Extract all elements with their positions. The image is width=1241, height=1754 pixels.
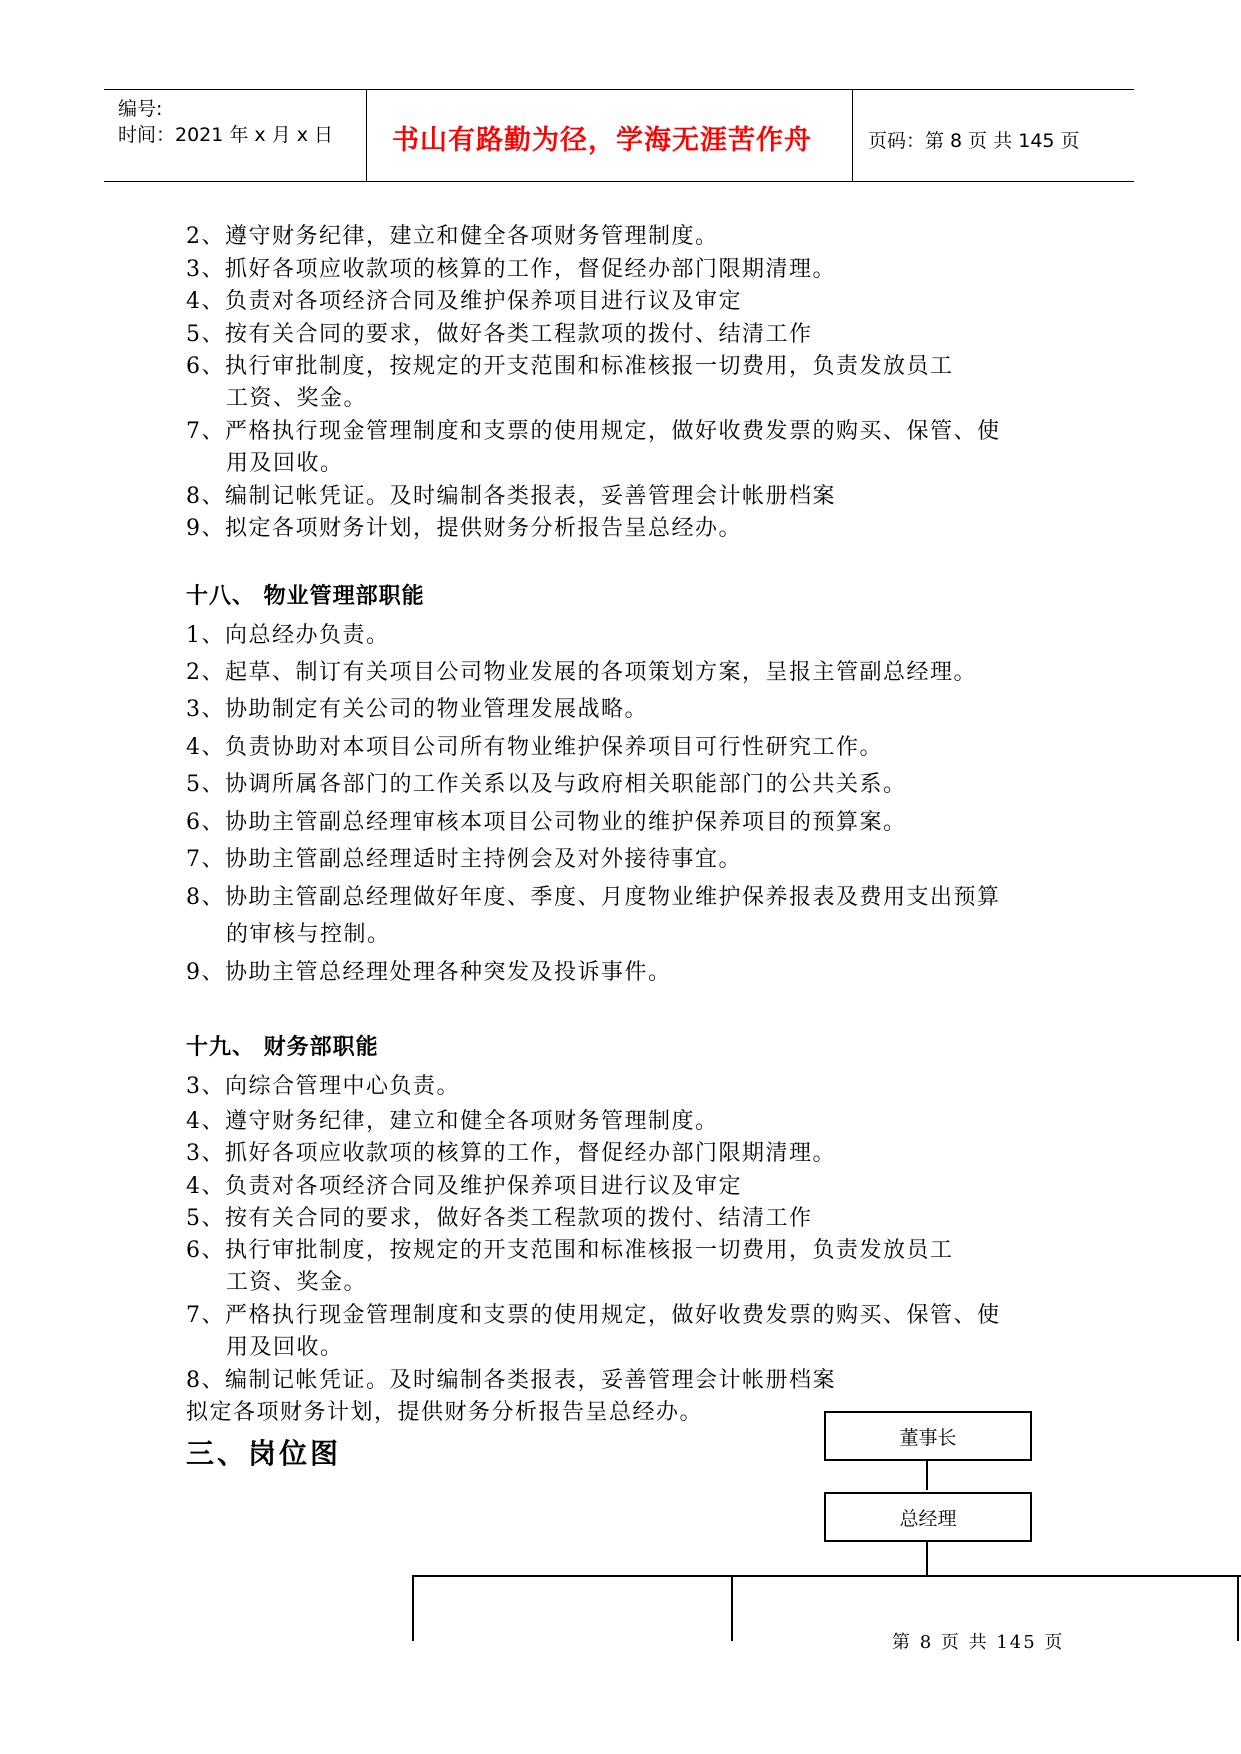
list-item: 5、协调所属各部门的工作关系以及与政府相关职能部门的公共关系。 — [186, 772, 907, 797]
list-item-continuation: 用及回收。 — [226, 1335, 344, 1360]
list-item: 3、协助制定有关公司的物业管理发展战略。 — [186, 697, 648, 722]
list-item: 8、编制记帐凭证。及时编制各类报表，妥善管理会计帐册档案 — [186, 484, 836, 509]
list-item: 8、编制记帐凭证。及时编制各类报表，妥善管理会计帐册档案 — [186, 1368, 836, 1393]
list-item: 4、负责对各项经济合同及维护保养项目进行议及审定 — [186, 1174, 742, 1199]
org-branch-drop — [731, 1575, 733, 1641]
header-bottom-rule — [104, 181, 1134, 182]
list-item: 6、执行审批制度，按规定的开支范围和标准核报一切费用，负责发放员工 — [186, 1238, 954, 1263]
list-item-continuation: 工资、奖金。 — [226, 1270, 368, 1295]
list-item: 9、拟定各项财务计划，提供财务分析报告呈总经办。 — [186, 516, 742, 541]
list-item: 4、负责协助对本项目公司所有物业维护保养项目可行性研究工作。 — [186, 735, 883, 760]
org-branch-drop — [1237, 1575, 1239, 1641]
header-divider-right — [852, 89, 853, 182]
header-top-rule — [104, 89, 1134, 90]
org-box-chairman-label: 董事长 — [899, 1426, 957, 1449]
org-box-general-manager — [824, 1492, 1032, 1542]
list-item: 6、执行审批制度，按规定的开支范围和标准核报一切费用，负责发放员工 — [186, 354, 954, 379]
list-item: 9、协助主管总经理处理各种突发及投诉事件。 — [186, 960, 672, 985]
list-item: 8、协助主管副总经理做好年度、季度、月度物业维护保养报表及费用支出预算 — [186, 885, 1001, 910]
org-branch-line — [412, 1575, 1241, 1577]
list-item: 3、抓好各项应收款项的核算的工作，督促经办部门限期清理。 — [186, 257, 836, 282]
list-item: 3、向综合管理中心负责。 — [186, 1074, 460, 1099]
list-item: 6、协助主管副总经理审核本项目公司物业的维护保养项目的预算案。 — [186, 810, 907, 835]
list-item: 4、负责对各项经济合同及维护保养项目进行议及审定 — [186, 289, 742, 314]
list-item: 2、遵守财务纪律，建立和健全各项财务管理制度。 — [186, 224, 719, 249]
org-connector — [926, 1541, 928, 1576]
list-item: 4、遵守财务纪律，建立和健全各项财务管理制度。 — [186, 1109, 719, 1134]
header-divider-left — [366, 89, 367, 182]
list-item: 1、向总经办负责。 — [186, 623, 390, 648]
org-box-chairman — [824, 1411, 1032, 1461]
list-item: 5、按有关合同的要求，做好各类工程款项的拨付、结清工作 — [186, 322, 813, 347]
header-page-info: 页码：第 8 页 共 145 页 — [868, 130, 1080, 152]
document-number-label: 编号: — [118, 98, 163, 120]
list-item-continuation: 用及回收。 — [226, 451, 344, 476]
list-item: 7、协助主管副总经理适时主持例会及对外接待事宜。 — [186, 847, 742, 872]
list-item: 2、起草、制订有关项目公司物业发展的各项策划方案，呈报主管副总经理。 — [186, 660, 977, 685]
org-branch-drop — [412, 1575, 414, 1641]
list-item: 7、严格执行现金管理制度和支票的使用规定，做好收费发票的购买、保管、使 — [186, 1303, 1001, 1328]
org-box-general-manager-label: 总经理 — [899, 1507, 957, 1530]
list-item-continuation: 工资、奖金。 — [226, 386, 368, 411]
org-connector — [926, 1460, 928, 1490]
list-item: 拟定各项财务计划，提供财务分析报告呈总经办。 — [186, 1400, 704, 1425]
document-time-label: 时间：2021 年 x 月 x 日 — [118, 124, 334, 146]
list-item: 7、严格执行现金管理制度和支票的使用规定，做好收费发票的购买、保管、使 — [186, 419, 1001, 444]
section-heading-18: 十八、 物业管理部职能 — [186, 583, 425, 609]
list-item-continuation: 的审核与控制。 — [226, 922, 391, 947]
footer-page-info: 第 8 页 共 145 页 — [892, 1632, 1065, 1653]
section-heading-org-chart: 三、岗位图 — [186, 1437, 342, 1470]
section-heading-19: 十九、 财务部职能 — [186, 1034, 379, 1060]
list-item: 5、按有关合同的要求，做好各类工程款项的拨付、结清工作 — [186, 1206, 813, 1231]
header-motto: 书山有路勤为径，学海无涯苦作舟 — [392, 125, 812, 156]
list-item: 3、抓好各项应收款项的核算的工作，督促经办部门限期清理。 — [186, 1141, 836, 1166]
